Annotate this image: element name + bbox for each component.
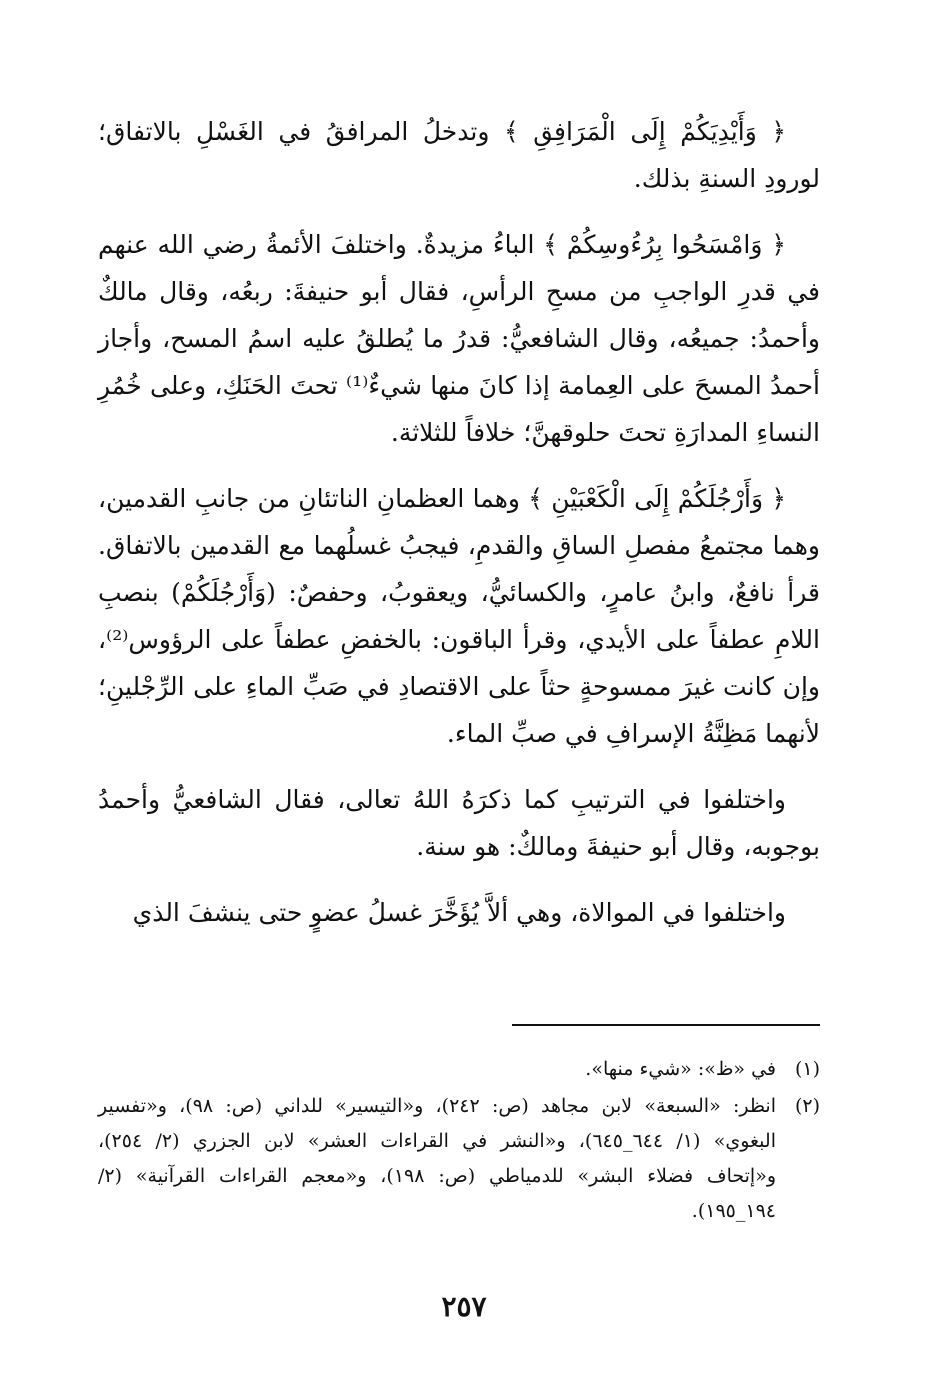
footnote-text: في «ظ»: «شيء منها». (585, 1058, 776, 1080)
footnotes (98, 1052, 820, 1231)
footnote-number: (١) (794, 1058, 820, 1080)
paragraph-hands: ﴿ وَأَيْدِيَكُمْ إِلَى الْمَرَافِقِ ﴾ وتدخلُ المرافقُ في الغَسْلِ بالاتفاق؛ لورودِ السنةِ بذلك. (98, 117, 820, 193)
footnote-number: (٢) (794, 1095, 820, 1117)
footnote-text: انظر: «السبعة» لابن مجاهد (ص: ٢٤٢)، و«التيسير» للداني (ص: ٩٨)، و«تفسير البغوي» (١/ ٦٤٤_٦٤٥)، و«النشر في القراءات العشر» لابن الجزري (٢/ ٢٥٤)، و«إتحاف فضلاء البشر» للدمياطي (ص: ١٩٨)، و«معجم القراءات القرآنية» (٢/ ١٩٤_١٩٥). (98, 1095, 777, 1222)
paragraph-order: واختلفوا في الترتيبِ كما ذكرَهُ اللهُ تعالى، فقال الشافعيُّ وأحمدُ بوجوبه، وقال أبو حنيفةَ ومالكٌ: هو سنة. (98, 785, 820, 861)
page-number: ٢٥٧ (441, 1290, 487, 1323)
paragraph-continuity: واختلفوا في الموالاة، وهي ألاَّ يُؤَخَّرَ غسلُ عضوٍ حتى ينشفَ الذي (132, 898, 786, 927)
footnote-separator (512, 1024, 820, 1026)
paragraph-feet: ﴿ وَأَرْجُلَكُمْ إِلَى الْكَعْبَيْنِ ﴾ وهما العظمانِ الناتئانِ من جانبِ القدمين، وهما مجتمعُ مفصلِ الساقِ والقدمِ، فيجبُ غسلُهما مع القدمين بالاتفاق. قرأ نافعٌ، وابنُ عامرٍ، والكسائيُّ، ويعقوبُ، وحفصٌ: (وَأَرْجُلَكُمْ) بنصبِ اللامِ عطفاً على الأيدي، وقرأ الباقون: بالخفضِ عطفاً على الرؤوس⁽²⁾، وإن كانت غيرَ ممسوحةٍ حثاً على الاقتصادِ في صَبِّ الماءِ على الرِّجْلينِ؛ لأنهما مَظِنَّةُ الإسرافِ في صبِّ الماء. (98, 484, 820, 748)
footnote-2 (98, 1089, 820, 1229)
paragraph-head: ﴿ وَامْسَحُوا بِرُءُوسِكُمْ ﴾ الباءُ مزيدةٌ. واختلفَ الأئمةُ رضي الله عنهم في قدرِ الواجبِ من مسحِ الرأسِ، فقال أبو حنيفةَ: ربعُه، وقال مالكٌ وأحمدُ: جميعُه، وقال الشافعيُّ: قدرُ ما يُطلقُ عليه اسمُ المسح، وأجاز أحمدُ المسحَ على العِمامة إذا كانَ منها شيءٌ⁽¹⁾ تحتَ الحَنَكِ، وعلى خُمُرِ النساءِ المدارَةِ تحتَ حلوقهنَّ؛ خلافاً للثلاثة. (98, 230, 820, 447)
main-text (98, 108, 820, 955)
footnote-1 (98, 1052, 820, 1087)
